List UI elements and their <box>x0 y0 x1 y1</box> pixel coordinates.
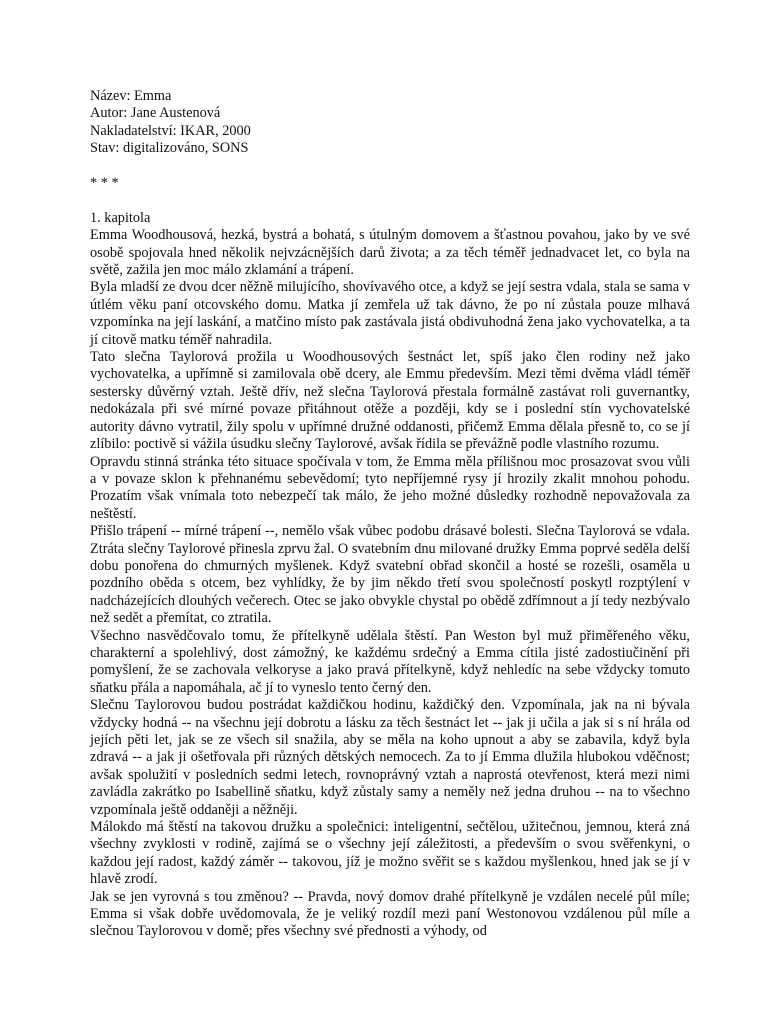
paragraph: Málokdo má štěstí na takovou družku a společnici: inteligentní, sečtělou, užitečnou, jemnou, která zná všechny zvyklosti v rodině, zajímá se o všechny její záležitosti, a především o svou svěřenkyni, o každou její radost, každý záměr -- takovou, jíž je možno svěřit se s každou myšlenkou, hned jak se jí v hlavě zrodí. <box>90 819 690 888</box>
paragraph: Tato slečna Taylorová prožila u Woodhousových šestnáct let, spíš jako člen rodiny než jako vychovatelka, a upřímně si zamilovala obě dcery, ale Emmu především. Mezi těmi dvěma vládl téměř sestersky důvěrný vztah. Ještě dřív, než slečna Taylorová přestala formálně zastávat roli guvernantky, nedokázala při své mírné povaze přitáhnout otěže a později, kdy se i poslední stín vychovatelské autority dávno vytratil, žily spolu v upřímné družné oddanosti, přičemž Emma dělala přesně to, co se jí zlíbilo: poctivě si vážila úsudku slečny Taylorové, avšak řídila se převážně podle vlastního rozumu. <box>90 349 690 453</box>
paragraph: Všechno nasvědčovalo tomu, že přítelkyně udělala štěstí. Pan Weston byl muž přiměřeného věku, charakterní a spolehlivý, dost zámožný, ke každému srdečný a Emma cítila jisté zadostiučinění při pomyšlení, že se zachovala velkoryse a jako pravá přítelkyně, když nehledíc na sebe vždycky tomuto sňatku přála a napomáhala, ač jí to vyneslo tento černý den. <box>90 627 690 696</box>
metadata-status: Stav: digitalizováno, SONS <box>90 140 249 157</box>
metadata-publisher: Nakladatelství: IKAR, 2000 <box>90 122 251 139</box>
paragraph: Opravdu stinná stránka této situace spočívala v tom, že Emma měla přílišnou moc prosazovat svou vůli a v povaze sklon k přehnanému sebevědomí; tyto nepříjemné rysy jí hrozily zkalit mnohou pohodu. Prozatím však vnímala toto nebezpečí tak málo, že jeho možné důsledky rozhodně nepovažovala za neštěstí. <box>90 453 690 522</box>
metadata-block <box>90 88 690 158</box>
metadata-title: Název: Emma <box>90 88 172 104</box>
chapter-title: 1. kapitola <box>90 209 151 226</box>
paragraph: Emma Woodhousová, hezká, bystrá a bohatá, s útulným domovem a šťastnou povahou, jako by ve své osobě spojovala hned několik nejvzácnějších darů života; a za těch téměř jednadvacet let, co byla na světě, zažila jen moc málo zklamání a trápení. <box>90 227 690 279</box>
paragraph: Přišlo trápení -- mírné trápení --, nemělo však vůbec podobu drásavé bolesti. Slečna Taylorová se vdala. Ztráta slečny Taylorové přinesla zprvu žal. O svatebním dnu milované družky Emma poprvé seděla delší dobu ponořena do chmurných myšlenek. Když svatební obřad skončil a hosté se rozešli, osaměla u pozdního oběda s otcem, bez vyhlídky, že by jim někdo třetí svou společností poskytl rozptýlení v nadcházejících dlouhých večerech. Otec se jako obvykle chystal po obědě zdřímnout a jí tedy nezbývalo než sedět a přemítat, co ztratila. <box>90 523 690 627</box>
paragraph: Jak se jen vyrovná s tou změnou? -- Pravda, nový domov drahé přítelkyně je vzdálen necelé půl míle; Emma si však dobře uvědomovala, že je veliký rozdíl mezi paní Westonovou vzdálenou půl míle a slečnou Taylorovou v domě; přes všechny své přednosti a výhody, od <box>90 888 690 940</box>
metadata-author: Autor: Jane Austenová <box>90 105 221 122</box>
document-page <box>90 88 690 941</box>
paragraph: Slečnu Taylorovou budou postrádat každičkou hodinu, každičký den. Vzpomínala, jak na ni bývala vždycky hodná -- na všechnu její dobrotu a lásku za těch šestnáct let -- jak ji učila a jak si s ní hrála od jejích pěti let, jak se ze všech sil snažila, aby se měla na koho upnout a aby se zabavila, když byla zdravá -- a jak ji ošetřovala při různých dětských nemocech. Za to jí Emma dlužila hlubokou vděčnost; avšak spolužití v posledních sedmi letech, rovnoprávný vztah a naprostá otevřenost, která mezi nimi zavládla zakrátko po Isabellině sňatku, když zůstaly samy a neměly než jedna druhou -- na to všechno vzpomínala ještě oddaněji a něžněji. <box>90 697 690 818</box>
paragraph: Byla mladší ze dvou dcer něžně milujícího, shovívavého otce, a když se její sestra vdala, stala se sama v útlém věku paní otcovského domu. Matka jí zemřela už tak dávno, že po ní zůstala pouze mlhavá vzpomínka na její laskání, a matčino místo pak zastávala jistá obdivuhodná žena jako vychovatelka, a ta jí citově matku téměř nahradila. <box>90 279 690 348</box>
section-separator: * * * <box>90 175 119 192</box>
